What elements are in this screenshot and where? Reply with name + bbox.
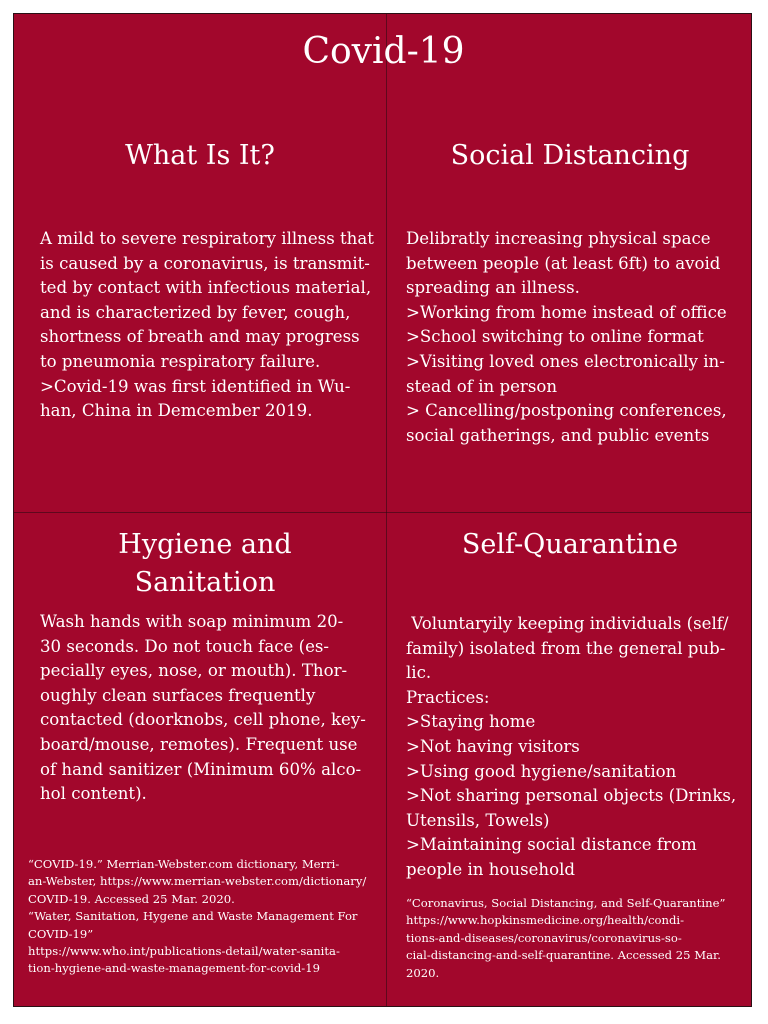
citation-line: tion-hygiene-and-waste-management-for-covid-19 <box>28 961 320 976</box>
hygiene-line: oughly clean surfaces frequently <box>40 685 316 705</box>
self-quarantine-body <box>406 612 751 883</box>
what-is-it-heading: What Is It? <box>125 140 275 171</box>
self-quarantine-line: Voluntaryily keeping individuals (self/ <box>406 614 729 633</box>
social-distancing-line: between people (at least 6ft) to avoid <box>406 253 721 273</box>
self-quarantine-line: family) isolated from the general pub- <box>406 638 726 658</box>
what-is-it-line: to pneumonia respiratory failure. <box>40 351 321 371</box>
hygiene-line: 30 seconds. Do not touch face (es- <box>40 636 330 656</box>
hygiene-line: hol content). <box>40 784 147 804</box>
hygiene-citation <box>28 856 384 978</box>
citation-line: COVID-19” <box>28 926 94 941</box>
what-is-it-line: han, China in Demcember 2019. <box>40 401 313 421</box>
horizontal-divider <box>14 512 752 513</box>
citation-line: https://www.hopkinsmedicine.org/health/condi- <box>406 913 684 928</box>
social-distancing-line: spreading an illness. <box>406 278 580 298</box>
self-quarantine-citation <box>406 895 751 982</box>
citation-line: “COVID-19.” Merrian-Webster.com dictionary, Merri- <box>28 857 340 871</box>
hygiene-line: board/mouse, remotes). Frequent use <box>40 734 358 754</box>
self-quarantine-line: >Staying home <box>406 712 536 732</box>
what-is-it-line: >Covid-19 was first identified in Wu- <box>40 376 351 396</box>
citation-line: https://www.who.int/publications-detail/water-sanita- <box>28 944 340 959</box>
poster-title: Covid-19 <box>302 31 465 72</box>
what-is-it-line: A mild to severe respiratory illness that <box>40 229 374 248</box>
self-quarantine-line: Practices: <box>406 687 490 707</box>
self-quarantine-line: Utensils, Towels) <box>406 810 550 830</box>
what-is-it-line: shortness of breath and may progress <box>40 327 360 347</box>
what-is-it-body <box>40 227 380 424</box>
hygiene-body <box>40 610 385 807</box>
hygiene-line: contacted (doorknobs, cell phone, key- <box>40 710 366 730</box>
what-is-it-line: is caused by a coronavirus, is transmit- <box>40 253 370 273</box>
hygiene-heading-line1: Hygiene and <box>118 529 292 560</box>
social-distancing-line: >Working from home instead of office <box>406 302 727 322</box>
citation-line: “Water, Sanitation, Hygene and Waste Management For <box>28 909 358 924</box>
social-distancing-heading: Social Distancing <box>450 140 690 171</box>
social-distancing-line: stead of in person <box>406 376 558 396</box>
hygiene-heading-line2: Sanitation <box>134 567 276 598</box>
self-quarantine-line: lic. <box>406 663 432 683</box>
self-quarantine-line: >Not having visitors <box>406 736 580 756</box>
citation-line: COVID-19. Accessed 25 Mar. 2020. <box>28 891 235 906</box>
self-quarantine-heading: Self-Quarantine <box>461 529 679 560</box>
social-distancing-line: >Visiting loved ones electronically in- <box>406 351 725 371</box>
covid-poster <box>13 13 752 1007</box>
citation-line: cial-distancing-and-self-quarantine. Accessed 25 Mar. <box>406 948 721 963</box>
self-quarantine-line: >Not sharing personal objects (Drinks, <box>406 786 737 806</box>
social-distancing-line: Delibratly increasing physical space <box>406 229 711 248</box>
what-is-it-line: ted by contact with infectious material, <box>40 278 372 298</box>
hygiene-line: pecially eyes, nose, or mouth). Thor- <box>40 661 348 681</box>
self-quarantine-line: people in household <box>406 859 576 879</box>
social-distancing-line: social gatherings, and public events <box>406 425 710 445</box>
self-quarantine-line: >Using good hygiene/sanitation <box>406 761 677 781</box>
citation-line: 2020. <box>406 965 440 980</box>
citation-line: tions-and-diseases/coronavirus/coronavirus-so- <box>406 930 682 945</box>
citation-line: “Coronavirus, Social Distancing, and Self-Quarantine” <box>406 896 726 910</box>
social-distancing-line: > Cancelling/postponing conferences, <box>406 401 727 421</box>
social-distancing-body <box>406 227 751 448</box>
self-quarantine-line: >Maintaining social distance from <box>406 835 697 855</box>
citation-line: an-Webster, https://www.merrian-webster.com/dictionary/ <box>28 874 367 889</box>
social-distancing-line: >School switching to online format <box>406 327 704 347</box>
hygiene-line: of hand sanitizer (Minimum 60% alco- <box>40 759 362 779</box>
hygiene-line: Wash hands with soap minimum 20- <box>40 612 344 631</box>
what-is-it-line: and is characterized by fever, cough, <box>40 302 351 322</box>
